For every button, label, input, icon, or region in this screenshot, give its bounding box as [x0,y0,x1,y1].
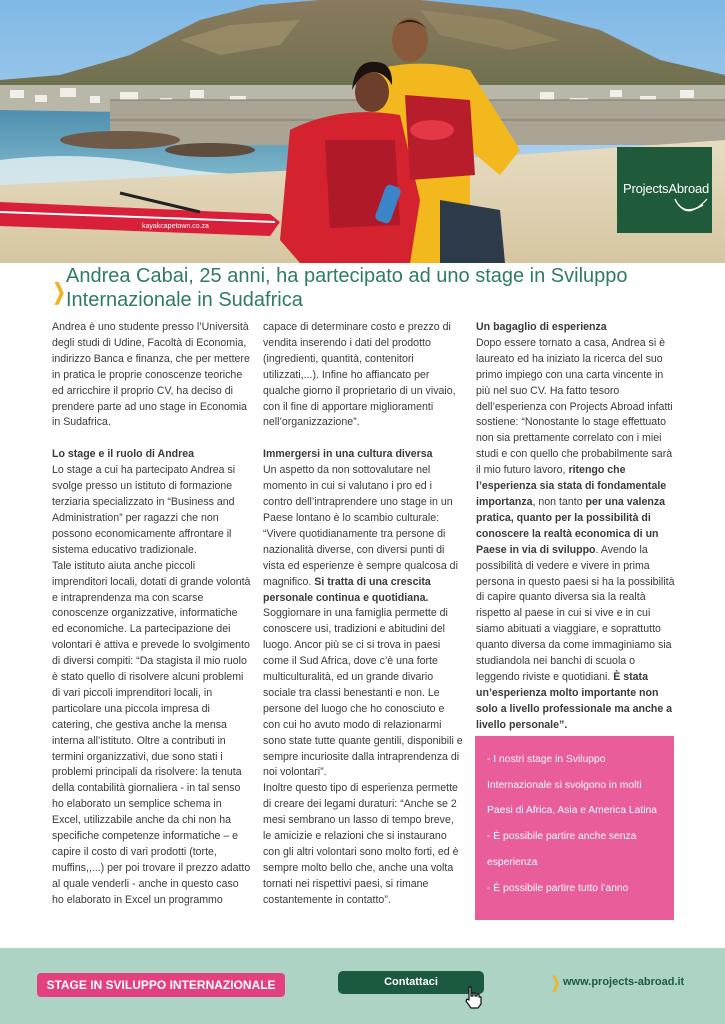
section-heading-culture: Immergersi in una cultura diversa [263,448,433,461]
section-heading-experience: Un bagaglio di esperienza [476,321,607,333]
experience-text-a: Dopo essere tornato a casa, Andrea si è laureato ed ha iniziato la ricerca del suo primo impiego con una carta vincente in più nel suo CV. Ha fatto tesoro dell’esperienza con Projects Abroad infatti sostiene: “Nonostante lo stage effettuato non sia prettamente correlato con i miei studi e con quello che probabilmente sarà il mio futuro lavoro, [476,336,673,477]
hero-photo [0,0,725,263]
title-chevron-icon: ❯ [52,279,66,304]
contact-button[interactable]: Contattaci [338,971,484,994]
experience-text-bold-3: È stata un’esperienza molto importante non solo a livello professionale ma anche a livello personale”. [476,670,673,731]
info-box [475,736,674,920]
kayak-text: kayakcapetown.co.za [142,223,209,230]
website-link[interactable]: www.projects-abroad.it [563,976,685,988]
role-paragraph: Tale istituto aiuta anche piccoli imprenditori locali, dotati di grande volontà e intraprendenza ma con scarse conoscenze organizzative, informatiche ed economiche. La partecipazione dei volontari è attiva e prevede lo svolgimento di diversi compiti: “Da stagista il mio ruolo è stato quello di risolvere alcuni problemi di vari piccoli imprenditori locali, in particolare una piccola impresa di catering, che gestiva anche la mensa interna all’istituto. Oltre a contributi in termini organizzativi, due sono stati i problemi principali da risolvere: la tenuta della contabilità giornaliera - in tal senso ho elaborato un semplice schema in Excel, utilizzabile anche da chi non ha specifiche competenze informatiche – e capire il costo di vari prodotti (torte, muffins,,...) per poi trovare il prezzo adatto al quale venderli - anche in questo caso ho elaborato in Excel un programmo [52,559,251,906]
info-box-line: - I nostri stage in Sviluppo [487,754,606,765]
experience-text-e: . Avendo la possibilità di vedere e vivere in prima persona in questo paesi si ha la possibilità di capire quanto diversa sia la realtà rispetto al paese in cui si vive e in cui siamo abituati a viaggiare, e soprattutto quanto diversa da come immaginiamo sia studiandola nei banchi di scuola o leggendo riviste e quotidiani. [476,543,675,683]
culture-text-bold: Si tratta di una crescita personale continua e quotidiana. [263,575,431,604]
friendship-paragraph: Inoltre questo tipo di esperienza permette di creare dei legami duraturi: “Anche se 2 mesi sembrano un lasso di tempo breve, le amicizie e relazioni che si instaurano con gli altri volontari sono molto forti, ed è sempre molto bello che, anche una volta tornati nei rispettivi paesi, si rimane costantemente in contatto”. [263,782,459,906]
continuation-paragraph: capace di determinare costo e prezzo di vendita inserendo i dati del prodotto (ingredienti, quantità, contenitori utilizzati,...). Infine ho affiancato per qualche giorno il proprietario di un vivaio, con il fine di apportare miglioramenti nell’organizzazione”. [263,321,456,429]
info-box-line: esperienza [487,856,538,868]
experience-text-c: , non tanto [532,495,583,508]
experience-paragraph [476,336,676,734]
section-heading-stage: Lo stage e il ruolo di Andrea [52,448,195,461]
article-title: Andrea Cabai, 25 anni, ha partecipato ad uno stage in Sviluppo Internazionale in Sudafrica [66,265,628,311]
culture-text-a: Un aspetto da non sottovalutare nel momento in cui si valutano i pro ed i contro dell’intraprendere uno stage in un Paese lontano è lo scambio culturale: “Vivere quotidianamente tra persone di nazionalità diverse, con diversi punti di vista ed esperienze è sempre qualcosa di magnifico. [263,464,458,588]
website-chevron-icon: ❯ [551,975,561,992]
info-box-line: Paesi di Africa, Asia e America Latina [487,805,657,817]
logo-text: ProjectsAbroad [623,181,710,196]
article-column-2 [263,320,463,909]
intro-paragraph: Andrea è uno studente presso l’Università degli studi di Udine, Facoltà di Economia, indirizzo Banca e finanza, che per mettere in pratica le proprie conoscenze teoriche ed arricchire il proprio CV, ha deciso di prendere parte ad uno stage in Economia in Sudafrica. [52,321,250,429]
experience-text-bold-2: per una valenza pratica, quanto per la possibilità di conoscere la realtà economica di un Paese in via di sviluppo [476,495,666,556]
article-column-3 [476,320,676,734]
projects-abroad-logo [617,147,712,233]
experience-text-bold-1: ritengo che l’esperienza sia stata di fondamentale importanza [476,464,667,508]
culture-paragraph [263,463,463,781]
stage-button[interactable]: STAGE IN SVILUPPO INTERNAZIONALE [37,973,285,997]
article-column-1 [52,320,252,909]
info-box-line: - È possibile partire anche senza [487,831,637,843]
stage-paragraph: Lo stage a cui ha partecipato Andrea si svolge presso un istituto di formazione terziaria specializzato in “Business and Administration” per ragazzi che non possono economicamente affrontare il sistema educativo tradizionale. [52,464,236,556]
hand-cursor-icon [463,985,485,1009]
info-box-line: Internazionale si svolgono in molti [487,779,642,791]
info-box-line: - È possibile partire tutto l’anno [487,882,629,894]
culture-text-c: Soggiornare in una famiglia permette di conoscere usi, tradizioni e abitudini del luogo. Ancor più se ci si trova in paesi come il Sud Africa, dove c’è una forte multiculturalità, ed un grande divario sociale tra classi benestanti e non. Le persone del luogo che ho conosciuto e con cui ho avuto modo di relazionarmi sono state tutte quante gentili, disponibili e sempre incuriosite dalla intraprendenza di noi volontari”. [263,607,463,779]
